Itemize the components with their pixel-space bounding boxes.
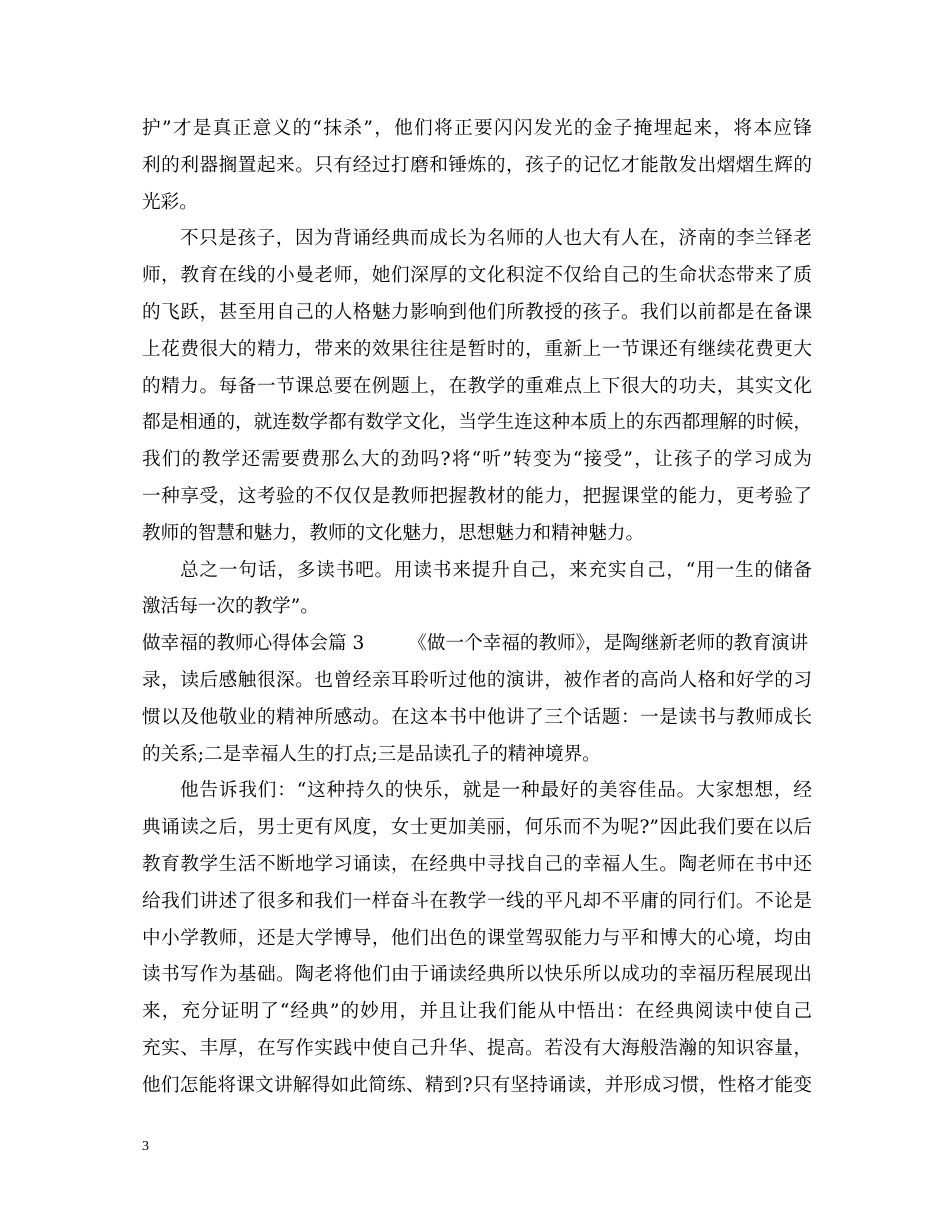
text-line: 总之一句话，多读书吧。用读书来提升自己，来充实自己，“用一生的储备 xyxy=(180,559,812,581)
body-text xyxy=(142,111,812,1105)
text-line: 都是相通的，就连数学都有数学文化，当学生连这种本质上的东西都理解的时候， xyxy=(142,412,812,434)
text-line: 录，读后感触很深。也曾经亲耳聆听过他的演讲，被作者的高尚人格和好学的习 xyxy=(142,669,812,691)
text-line: 来，充分证明了“经典”的妙用，并且让我们能从中悟出：在经典阅读中使自己 xyxy=(142,1001,812,1023)
text-line: 的飞跃，甚至用自己的人格魅力影响到他们所教授的孩子。我们以前都是在备课 xyxy=(142,301,812,323)
page-number: 3 xyxy=(142,1139,149,1154)
text-line: 上花费很大的精力，带来的效果往往是暂时的，重新上一节课还有继续花费更大 xyxy=(142,338,812,360)
text-line: 教师的智慧和魅力，教师的文化魅力，思想魅力和精神魅力。 xyxy=(142,522,645,544)
text-line: 他们怎能将课文讲解得如此简练、精到?只有坚持诵读，并形成习惯，性格才能变 xyxy=(142,1074,812,1096)
text-line: 典诵读之后，男士更有风度，女士更加美丽，何乐而不为呢?”因此我们要在以后 xyxy=(142,817,812,839)
text-line: 一种享受，这考验的不仅仅是教师把握教材的能力，把握课堂的能力，更考验了 xyxy=(142,485,812,507)
text-line: 给我们讲述了很多和我们一样奋斗在教学一线的平凡却不平庸的同行们。不论是 xyxy=(142,890,812,912)
section-heading: 做幸福的教师心得体会篇 3 xyxy=(142,633,365,655)
text-line: 光彩。 xyxy=(142,191,198,213)
text-line: 激活每一次的教学”。 xyxy=(142,596,319,618)
text-line-segment: 《做一个幸福的教师》，是陶继新老师的教育演讲 xyxy=(408,633,809,655)
text-line: 他告诉我们：“这种持久的快乐，就是一种最好的美容佳品。大家想想，经 xyxy=(180,780,812,802)
text-line: 充实、丰厚，在写作实践中使自己升华、提高。若没有大海般浩瀚的知识容量， xyxy=(142,1037,812,1059)
text-line: 的关系;二是幸福人生的打点;三是品读孔子的精神境界。 xyxy=(142,743,601,765)
text-line: 中小学教师，还是大学博导，他们出色的课堂驾驭能力与平和博大的心境，均由 xyxy=(142,927,812,949)
section-heading-line xyxy=(142,626,812,663)
text-line: 利的利器搁置起来。只有经过打磨和锤炼的，孩子的记忆才能散发出熠熠生辉的 xyxy=(142,154,812,176)
text-line: 读书写作为基础。陶老将他们由于诵读经典所以快乐所以成功的幸福历程展现出 xyxy=(142,964,812,986)
text-line: 的精力。每备一节课总要在例题上，在教学的重难点上下很大的功夫，其实文化 xyxy=(142,375,812,397)
text-line: 教育教学生活不断地学习诵读，在经典中寻找自己的幸福人生。陶老师在书中还 xyxy=(142,853,812,875)
text-line: 护”才是真正意义的“抹杀”，他们将正要闪闪发光的金子掩埋起来，将本应锋 xyxy=(142,118,812,139)
text-line: 不只是孩子，因为背诵经典而成长为名师的人也大有人在，济南的李兰铎老 xyxy=(180,228,812,250)
text-line: 我们的教学还需要费那么大的劲吗?将“听”转变为“接受”，让孩子的学习成为 xyxy=(142,449,812,471)
text-line: 师，教育在线的小曼老师，她们深厚的文化积淀不仅给自己的生命状态带来了质 xyxy=(142,265,812,287)
text-line: 惯以及他敬业的精神所感动。在这本书中他讲了三个话题：一是读书与教师成长 xyxy=(142,706,812,728)
